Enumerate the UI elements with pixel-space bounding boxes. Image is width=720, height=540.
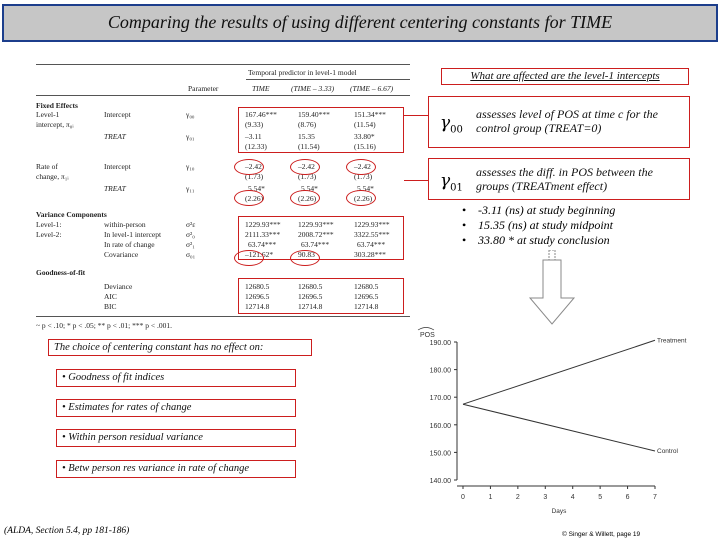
cell: (11.54) bbox=[298, 142, 320, 151]
y-axis bbox=[418, 328, 457, 486]
cell: 12696.5 bbox=[298, 292, 323, 301]
row-intercept-1: Intercept bbox=[104, 110, 131, 119]
gof-aic: AIC bbox=[104, 292, 117, 301]
choice-item: • Betw person res variance in rate of change bbox=[56, 460, 296, 478]
list-item: • 33.80 * at study conclusion bbox=[462, 233, 615, 248]
cell: 159.40*** bbox=[298, 110, 330, 119]
choice-item: • Within person residual variance bbox=[56, 429, 296, 447]
cell: 5.54* bbox=[301, 184, 318, 193]
gamma00-explanation: assesses level of POS at time c for the control group (TREAT=0) bbox=[476, 107, 658, 135]
treatment-effects-list bbox=[462, 203, 615, 248]
vc-level2: Level-2: bbox=[36, 230, 62, 239]
x-tick-label: 4 bbox=[570, 494, 575, 501]
series-line-control bbox=[463, 404, 655, 451]
y-axis-label: POS bbox=[420, 332, 435, 339]
change-label: change, π₁ᵢ bbox=[36, 172, 69, 181]
gamma-symbol: γ bbox=[440, 113, 451, 133]
cell: 1229.93*** bbox=[354, 220, 390, 229]
connector bbox=[404, 180, 428, 181]
sigma-0: σ²₀ bbox=[186, 230, 195, 239]
cell: (1.73) bbox=[298, 172, 317, 181]
oval bbox=[346, 159, 376, 175]
col-parameter: Parameter bbox=[188, 84, 219, 93]
gof-bic: BIC bbox=[104, 302, 117, 311]
cell: –3.11 bbox=[245, 132, 262, 141]
oval bbox=[290, 250, 320, 266]
sigma-01: σ₀₁ bbox=[186, 250, 196, 259]
rate-label: Rate of bbox=[36, 162, 58, 171]
y-tick-label: 190.00 bbox=[429, 340, 451, 347]
vc-level1: Level-1: bbox=[36, 220, 62, 229]
cell: (2.26) bbox=[354, 194, 373, 203]
cell: 1229.93*** bbox=[298, 220, 334, 229]
gamma-subscript: 00 bbox=[450, 124, 463, 136]
cell: (9.33) bbox=[245, 120, 264, 129]
cell: 3322.55*** bbox=[354, 230, 390, 239]
gamma-subscript: 01 bbox=[450, 182, 463, 194]
col-time-667: (TIME – 6.67) bbox=[350, 84, 394, 93]
cell: 5.54* bbox=[357, 184, 374, 193]
oval bbox=[290, 190, 320, 206]
cell: –2.42 bbox=[298, 162, 315, 171]
cell: 12696.5 bbox=[354, 292, 379, 301]
cell: (1.73) bbox=[354, 172, 373, 181]
cell: (1.73) bbox=[245, 172, 264, 181]
header-group: Temporal predictor in level-1 model bbox=[248, 68, 357, 77]
cell: (11.54) bbox=[354, 120, 376, 129]
col-time-333: (TIME – 3.33) bbox=[291, 84, 335, 93]
highlight-variance bbox=[238, 216, 404, 260]
choice-item: • Goodness of fit indices bbox=[56, 369, 296, 387]
cell: (8.76) bbox=[298, 120, 317, 129]
gamma-01: γ₀₁ bbox=[186, 132, 195, 141]
copyright: © Singer & Willett, page 19 bbox=[562, 531, 641, 538]
table-footnote: ~ p < .10; * p < .05; ** p < .01; *** p < .001. bbox=[36, 321, 172, 330]
x-tick-label: 0 bbox=[461, 494, 465, 501]
vc-within: within-person bbox=[104, 220, 146, 229]
citation: (ALDA, Section 5.4, pp 181-186) bbox=[4, 526, 130, 536]
x-tick-label: 6 bbox=[625, 494, 630, 501]
cell: (15.16) bbox=[354, 142, 376, 151]
gamma01-symbol bbox=[440, 171, 463, 193]
y-tick-label: 170.00 bbox=[429, 395, 451, 403]
vc-rate: In rate of change bbox=[104, 240, 155, 249]
sigma-1: σ²₁ bbox=[186, 240, 195, 249]
list-item: • -3.11 (ns) at study beginning bbox=[462, 203, 615, 218]
cell: 303.28*** bbox=[354, 250, 386, 259]
hat-icon bbox=[418, 328, 434, 331]
cell: 12714.8 bbox=[245, 302, 270, 311]
cell: 90.83 bbox=[298, 250, 315, 259]
no-effect-heading: The choice of centering constant has no effect on: bbox=[48, 339, 312, 356]
gof-heading: Goodness-of-fit bbox=[36, 268, 86, 277]
x-tick-label: 5 bbox=[598, 494, 603, 501]
col-time: TIME bbox=[252, 84, 270, 93]
cell: 167.46*** bbox=[245, 110, 277, 119]
x-tick-label: 7 bbox=[653, 494, 657, 501]
connector bbox=[404, 115, 428, 116]
gamma01-explanation: assesses the diff. in POS between the groups (TREATment effect) bbox=[476, 165, 653, 193]
cell: 2111.33*** bbox=[245, 230, 281, 239]
cell: (2.26) bbox=[298, 194, 317, 203]
cell: 151.34*** bbox=[354, 110, 386, 119]
cell: 63.74*** bbox=[301, 240, 330, 249]
down-arrow-icon bbox=[528, 250, 578, 326]
cell: 63.74*** bbox=[248, 240, 277, 249]
highlight-intercepts bbox=[238, 107, 404, 153]
cell: (12.33) bbox=[245, 142, 267, 151]
fixed-effects-heading: Fixed Effects bbox=[36, 101, 78, 110]
oval bbox=[290, 159, 320, 175]
series-label: Control bbox=[657, 448, 678, 456]
what-affected-text: What are affected are the level-1 intercepts bbox=[470, 70, 660, 82]
variance-components-heading: Variance Components bbox=[36, 210, 107, 219]
pos-chart bbox=[405, 318, 720, 520]
gamma-symbol: γ bbox=[440, 171, 451, 191]
oval bbox=[234, 250, 264, 266]
cell: 12696.5 bbox=[245, 292, 270, 301]
cell: 33.80* bbox=[354, 132, 375, 141]
cell: 2008.72*** bbox=[298, 230, 334, 239]
cell: –2.42 bbox=[354, 162, 371, 171]
series-label: Treatment bbox=[657, 337, 687, 345]
gof-deviance: Deviance bbox=[104, 282, 133, 291]
oval bbox=[346, 190, 376, 206]
results-table bbox=[36, 64, 410, 330]
oval bbox=[234, 190, 264, 206]
level1-label: Level-1 bbox=[36, 110, 60, 119]
oval bbox=[234, 159, 264, 175]
cell: 63.74*** bbox=[357, 240, 386, 249]
cell: 12680.5 bbox=[245, 282, 270, 291]
cell: –121.62* bbox=[245, 250, 274, 259]
y-tick-label: 160.00 bbox=[429, 422, 451, 430]
list-item: • 15.35 (ns) at study midpoint bbox=[462, 218, 615, 233]
x-tick-label: 2 bbox=[515, 494, 520, 501]
cell: 15.35 bbox=[298, 132, 315, 141]
vc-init: In level-1 intercept bbox=[104, 230, 162, 239]
cell: 12680.5 bbox=[298, 282, 323, 291]
highlight-gof bbox=[238, 278, 404, 314]
gamma-00: γ₀₀ bbox=[186, 110, 195, 119]
choice-item: • Estimates for rates of change bbox=[56, 399, 296, 417]
y-tick-label: 180.00 bbox=[429, 367, 451, 375]
gamma-10: γ₁₀ bbox=[186, 162, 195, 171]
cell: (2.26) bbox=[245, 194, 264, 203]
row-treat-1: TREAT bbox=[104, 132, 126, 141]
cell: 12714.8 bbox=[298, 302, 323, 311]
gamma-11: γ₁₁ bbox=[186, 184, 195, 193]
cell: 1229.93*** bbox=[245, 220, 281, 229]
series-line-treatment bbox=[463, 340, 655, 404]
cell: 5.54* bbox=[248, 184, 265, 193]
y-tick-label: 140.00 bbox=[429, 478, 451, 485]
row-treat-2: TREAT bbox=[104, 184, 126, 193]
x-axis bbox=[457, 486, 657, 515]
intercept-label: intercept, π₀ᵢ bbox=[36, 120, 74, 129]
cell: 12714.8 bbox=[354, 302, 379, 311]
gamma00-symbol bbox=[440, 113, 463, 135]
y-tick-label: 150.00 bbox=[429, 450, 451, 458]
sigma-e: σ²ε bbox=[186, 220, 196, 229]
vc-cov: Covariance bbox=[104, 250, 139, 259]
x-tick-label: 1 bbox=[488, 494, 493, 501]
row-intercept-2: Intercept bbox=[104, 162, 131, 171]
series-lines bbox=[463, 337, 687, 455]
x-axis-label: Days bbox=[551, 508, 567, 515]
cell: 12680.5 bbox=[354, 282, 379, 291]
slide-title: Comparing the results of using different centering constants for TIME bbox=[107, 12, 613, 32]
x-tick-label: 3 bbox=[543, 494, 548, 501]
cell: –2.42 bbox=[245, 162, 262, 171]
